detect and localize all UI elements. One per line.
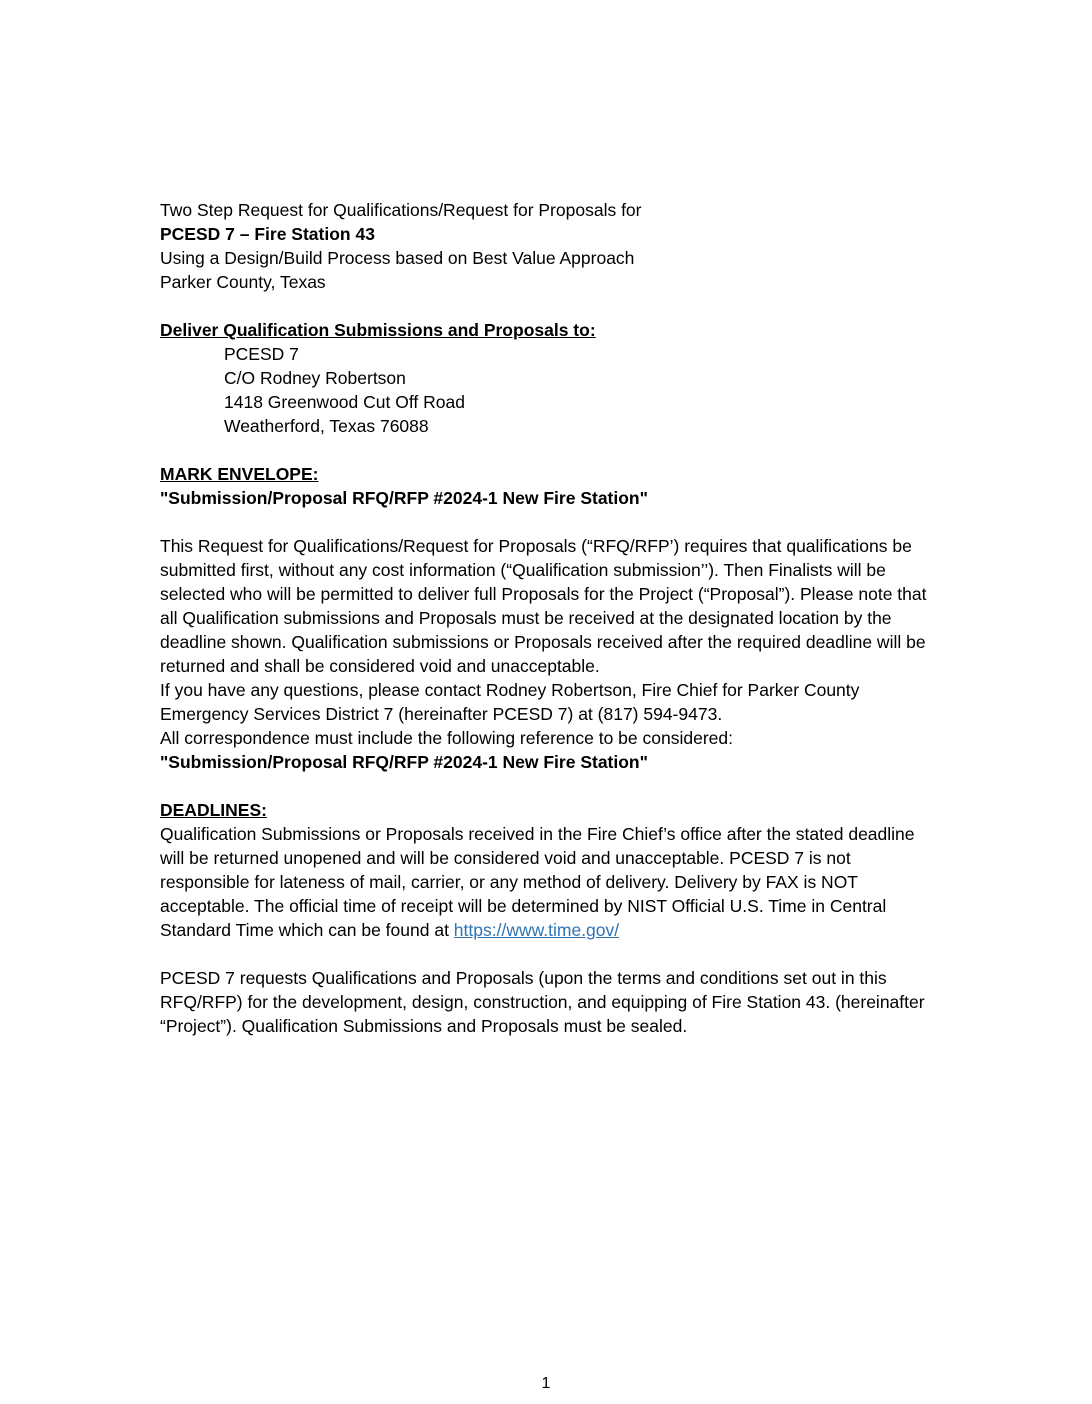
correspondence-reference: "Submission/Proposal RFQ/RFP #2024-1 New Fire Station" xyxy=(160,752,648,772)
deadlines-heading-line xyxy=(160,798,932,822)
closing-paragraph: PCESD 7 requests Qualifications and Proposals (upon the terms and conditions set out in this RFQ/RFP) for the development, design, construction, and equipping of Fire Station 43. (hereinafter “Project”). Qualification Submissions and Proposals must be sealed. xyxy=(160,968,925,1036)
deliver-heading: Deliver Qualification Submissions and Proposals to: xyxy=(160,320,596,340)
deadlines-body xyxy=(160,822,932,942)
deadlines-body-text: Qualification Submissions or Proposals received in the Fire Chief’s office after the stated deadline will be returned unopened and will be considered void and unacceptable. PCESD 7 is not responsible for lateness of mail, carrier, or any method of delivery. Delivery by FAX is NOT acceptable. The official time of receipt will be determined by NIST Official U.S. Time in Central Standard Time which can be found at xyxy=(160,824,915,940)
title-line-1: Two Step Request for Qualifications/Request for Proposals for xyxy=(160,200,642,220)
mark-envelope-reference: "Submission/Proposal RFQ/RFP #2024-1 New Fire Station" xyxy=(160,488,648,508)
questions-paragraph: If you have any questions, please contact Rodney Robertson, Fire Chief for Parker County Emergency Services District 7 (hereinafter PCESD 7) at (817) 594-9473. xyxy=(160,680,860,724)
address-line-org: PCESD 7 xyxy=(224,344,299,364)
correspondence-text: All correspondence must include the following reference to be considered: xyxy=(160,728,733,748)
title-block xyxy=(160,198,932,294)
mark-envelope-heading: MARK ENVELOPE: xyxy=(160,464,319,484)
time-gov-link[interactable]: https://www.time.gov/ xyxy=(453,920,620,940)
address-line-street: 1418 Greenwood Cut Off Road xyxy=(224,392,465,412)
intro-paragraph: This Request for Qualifications/Request for Proposals (“RFQ/RFP’) requires that qualifications be submitted first, without any cost information (“Qualification submission’’). Then Finalists will be selected who will be permitted to deliver full Proposals for the Project (“Proposal”). Please note that all Qualification submissions and Proposals must be received at the designated location by the deadline shown. Qualification submissions or Proposals received after the required deadline will be returned and shall be considered void and unacceptable. xyxy=(160,536,927,676)
deliver-section xyxy=(160,318,932,438)
title-line-2: PCESD 7 – Fire Station 43 xyxy=(160,224,375,244)
address-line-city: Weatherford, Texas 76088 xyxy=(224,416,429,436)
title-line-3: Using a Design/Build Process based on Best Value Approach xyxy=(160,248,635,268)
correspondence-section xyxy=(160,726,932,774)
title-line-4: Parker County, Texas xyxy=(160,272,326,292)
mark-envelope-section xyxy=(160,462,932,510)
deadlines-section xyxy=(160,798,932,942)
address-line-contact: C/O Rodney Robertson xyxy=(224,368,406,388)
document-content xyxy=(160,198,932,1038)
page-number: 1 xyxy=(541,1375,551,1392)
deadlines-heading: DEADLINES: xyxy=(160,800,267,820)
